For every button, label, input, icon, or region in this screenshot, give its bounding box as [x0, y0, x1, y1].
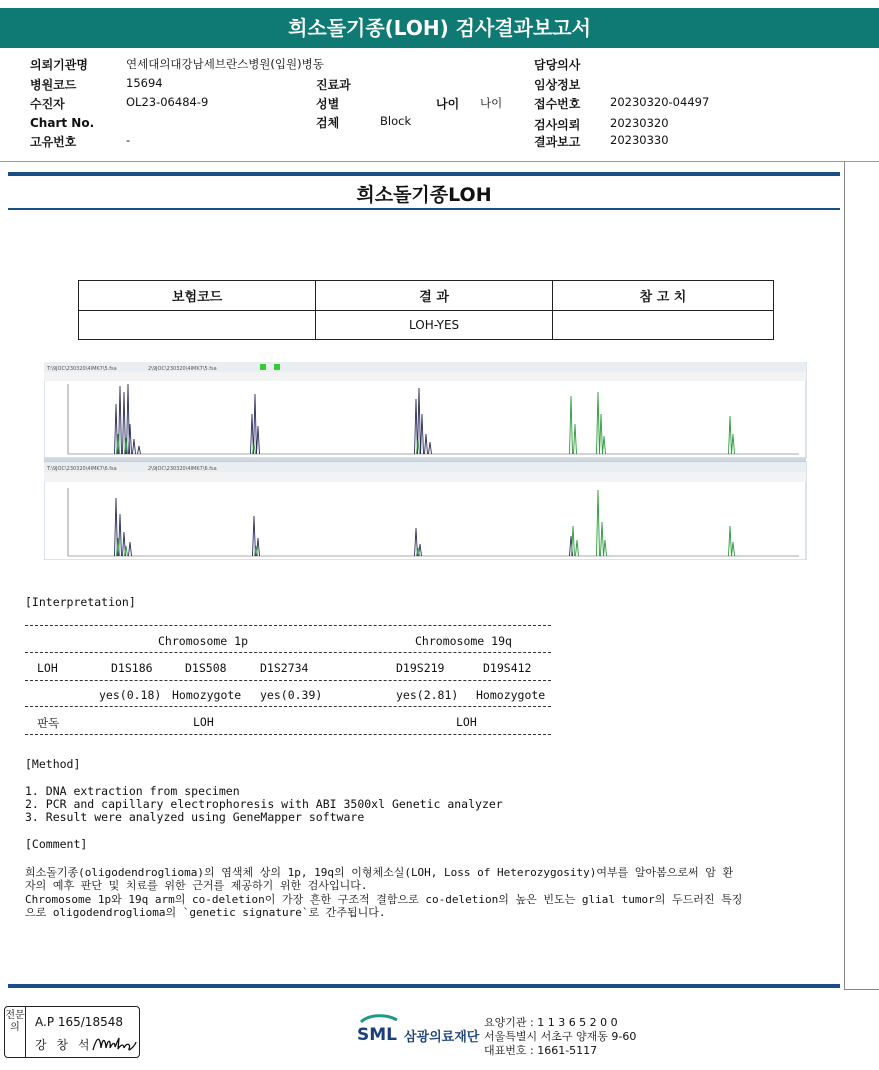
comment-heading: [Comment] [25, 837, 88, 851]
hospital-code-label: 병원코드 [30, 78, 77, 92]
doctor-label: 담당의사 [534, 58, 581, 72]
verdict-label: 판독 [37, 716, 60, 730]
hospital-code-value: 15694 [126, 76, 163, 90]
method-item-3: 3. Result were analyzed using GeneMapper software [25, 810, 365, 824]
stamp-license: A.P 165/18548 [35, 1015, 123, 1029]
specimen-label: 검체 [316, 116, 340, 130]
value-d1s508: Homozygote [172, 688, 242, 702]
marker-d1s508: D1S508 [185, 661, 227, 675]
patient-label: 수진자 [30, 97, 65, 111]
stamp-name: 강 창 석 [35, 1038, 93, 1052]
interpretation-heading: [Interpretation] [25, 595, 136, 609]
foundation-address: 서울특별시 서초구 양재동 9-60 [484, 1030, 637, 1043]
agency-code: 요양기관 : 1 1 3 6 5 2 0 0 [484, 1016, 618, 1029]
foundation-phone: 대표번호 : 1661-5117 [484, 1044, 598, 1057]
foundation-name: 삼광의료재단 [404, 1030, 480, 1045]
table-rule [25, 706, 551, 707]
reference-cell [553, 311, 774, 340]
result-cell: LOH-YES [316, 311, 553, 340]
result-header: 결 과 [316, 281, 553, 311]
patient-value: OL23-06484-9 [126, 95, 209, 109]
section-rule-under [8, 208, 840, 210]
request-value: 20230320 [610, 116, 669, 130]
method-heading: [Method] [25, 757, 81, 771]
section-rule-top [8, 172, 840, 176]
receipt-value: 20230320-04497 [610, 95, 710, 109]
sex-label: 성별 [316, 97, 340, 111]
client-label: 의뢰기관명 [30, 58, 88, 72]
comment-line-3: Chromosome 1p와 19q arm의 co-deletion이 가장 흔한 구조적 결함으로 co-deletion의 높은 빈도는 glial tumor의 두드러진 특징 [25, 893, 743, 906]
marker-d19s219: D19S219 [396, 661, 445, 675]
table-rule [25, 734, 551, 735]
department-label: 진료과 [316, 78, 351, 92]
value-d19s412: Homozygote [476, 688, 546, 702]
unique-id-label: 고유번호 [30, 135, 77, 149]
age-value: 나이 [480, 96, 503, 110]
method-item-2: 2. PCR and capillary electrophoresis with ABI 3500xl Genetic analyzer [25, 797, 503, 811]
table-rule [25, 652, 551, 653]
panel1-file-a: T:\9JOC\230320\4IMK7\5.fsa [47, 366, 117, 372]
method-item-1: 1. DNA extraction from specimen [25, 784, 240, 798]
comment-line-1: 희소돌기종(oligodendroglioma)의 염색체 상의 1p, 19q의 이형체소실(LOH, Loss of Heterozygosity)여부를 알아봄으로써 암 환 [25, 866, 734, 879]
result-table [78, 280, 774, 340]
insurance-code-cell [79, 311, 316, 340]
chromosome-1p-header: Chromosome 1p [158, 634, 249, 648]
comment-line-4: 으로 oligodendroglioma의 `genetic signature`로 간주됩니다. [25, 906, 386, 919]
panel1-file-b: 2\9JOC\230320\4IMK7\5.fsa [148, 366, 217, 372]
unique-id-value: - [126, 133, 131, 147]
verdict-19q: LOH [456, 715, 477, 729]
value-d19s219: yes(2.81) [396, 688, 459, 702]
chart-no-label: Chart No. [30, 116, 95, 130]
reference-header: 참 고 치 [553, 281, 774, 311]
sml-logo-icon [357, 1012, 403, 1044]
report-title: 희소돌기종(LOH) 검사결과보고서 [0, 8, 879, 48]
logo-mark: SML [357, 1025, 397, 1044]
request-label: 검사의뢰 [534, 118, 581, 132]
marker-d1s2734: D1S2734 [260, 661, 309, 675]
table-rule [25, 625, 551, 626]
client-value: 연세대의대강남세브란스병원(입원)병동 [126, 57, 324, 71]
frame-bottom [844, 989, 879, 990]
value-d1s2734: yes(0.39) [260, 688, 323, 702]
loh-row-label: LOH [37, 661, 58, 675]
age-label: 나이 [436, 97, 460, 111]
clinical-info-label: 임상정보 [534, 78, 581, 92]
chromosome-19q-header: Chromosome 19q [415, 634, 512, 648]
marker-d19s412: D19S412 [483, 661, 532, 675]
receipt-label: 접수번호 [534, 97, 581, 111]
value-d1s186: yes(0.18) [99, 688, 162, 702]
section-title: 희소돌기종LOH [356, 184, 492, 206]
insurance-code-header: 보험코드 [79, 281, 316, 311]
table-rule [25, 680, 551, 681]
report-label: 결과보고 [534, 135, 581, 149]
panel2-file-b: 2\9JOC\230320\4IMK7\6.fsa [148, 466, 217, 472]
specimen-value: Block [380, 114, 412, 128]
comment-line-2: 자의 예후 판단 및 치료를 위한 근거를 제공하기 위한 검사입니다. [25, 879, 368, 892]
signature-icon [91, 1032, 137, 1054]
panel2-file-a: T:\9JOC\230320\4IMK7\6.fsa [47, 466, 117, 472]
report-value: 20230330 [610, 133, 669, 147]
stamp-side-label: 전문의 [5, 1007, 26, 1057]
header-divider [0, 161, 879, 162]
verdict-1p: LOH [193, 715, 214, 729]
section-rule-bottom [8, 984, 840, 988]
pathologist-stamp [4, 1006, 140, 1058]
electropherogram-image [44, 362, 808, 560]
frame-right [844, 162, 845, 990]
marker-d1s186: D1S186 [111, 661, 153, 675]
